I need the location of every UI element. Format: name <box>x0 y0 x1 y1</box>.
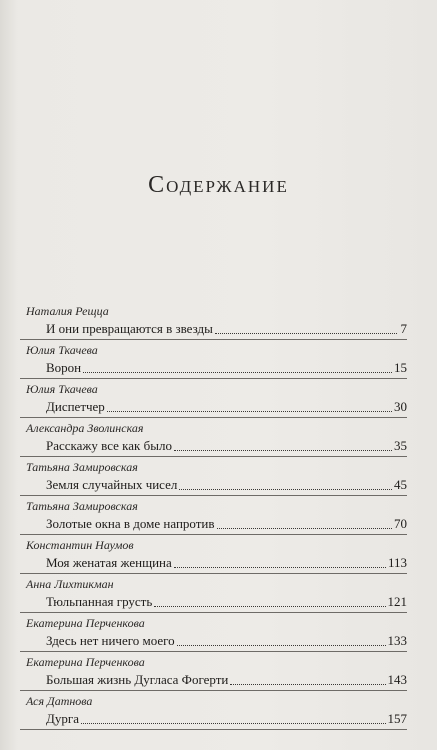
toc-author: Ася Датнова <box>26 694 93 708</box>
toc-work-title: И они превращаются в звезды <box>46 321 213 336</box>
toc-author: Анна Лихтикман <box>26 577 114 591</box>
dot-leader <box>83 371 392 373</box>
toc-line <box>20 321 407 340</box>
dot-leader <box>179 488 392 490</box>
dot-leader <box>177 644 386 646</box>
toc-work-title: Ворон <box>46 360 82 375</box>
toc-work-title: Большая жизнь Дугласа Фогерти <box>46 672 229 687</box>
toc-entry <box>20 499 407 538</box>
toc-line <box>20 516 407 535</box>
dot-leader <box>174 566 386 568</box>
toc-line <box>20 360 407 379</box>
toc-author: Татьяна Замировская <box>26 499 138 513</box>
toc-line <box>20 672 407 691</box>
toc-entry <box>20 655 407 694</box>
toc-entry <box>20 421 407 460</box>
toc-entry <box>20 460 407 499</box>
toc-page-number: 143 <box>387 672 407 687</box>
toc-page-number: 133 <box>387 633 407 648</box>
toc-page-number: 35 <box>394 438 407 453</box>
toc-work-title: Моя женатая женщина <box>46 555 172 570</box>
table-of-contents <box>20 304 407 733</box>
toc-entry <box>20 343 407 382</box>
toc-page-number: 45 <box>394 477 407 492</box>
toc-work-title: Диспетчер <box>46 399 105 414</box>
dot-leader <box>230 683 385 685</box>
toc-line <box>20 477 407 496</box>
toc-work-title: Здесь нет ничего моего <box>46 633 175 648</box>
toc-author: Екатерина Перченкова <box>26 655 145 669</box>
toc-work-title: Золотые окна в доме напротив <box>46 516 215 531</box>
toc-author: Татьяна Замировская <box>26 460 138 474</box>
toc-line <box>20 438 407 457</box>
toc-page-number: 70 <box>394 516 407 531</box>
toc-page-number: 7 <box>400 321 407 336</box>
dot-leader <box>215 332 397 334</box>
toc-entry <box>20 577 407 616</box>
toc-line <box>20 594 407 613</box>
toc-author: Юлия Ткачева <box>26 343 98 357</box>
toc-entry <box>20 694 407 733</box>
toc-page-number: 113 <box>387 555 407 570</box>
toc-page-number: 121 <box>387 594 407 609</box>
toc-line <box>20 399 407 418</box>
toc-line <box>20 555 407 574</box>
toc-author: Екатерина Перченкова <box>26 616 145 630</box>
toc-entry <box>20 304 407 343</box>
toc-author: Наталия Рещца <box>26 304 109 318</box>
toc-page-number: 15 <box>394 360 407 375</box>
dot-leader <box>154 605 385 607</box>
toc-work-title: Земля случайных чисел <box>46 477 178 492</box>
toc-author: Александра Зволинская <box>26 421 144 435</box>
page-title: Содержание <box>148 172 289 198</box>
toc-line <box>20 633 407 652</box>
toc-work-title: Расскажу все как было <box>46 438 172 453</box>
dot-leader <box>107 410 392 412</box>
dot-leader <box>174 449 392 451</box>
dot-leader <box>81 722 386 724</box>
toc-author: Юлия Ткачева <box>26 382 98 396</box>
toc-entry <box>20 382 407 421</box>
toc-work-title: Тюльпанная грусть <box>46 594 153 609</box>
toc-line <box>20 711 407 730</box>
toc-author: Константин Наумов <box>26 538 134 552</box>
toc-entry <box>20 616 407 655</box>
toc-entry <box>20 538 407 577</box>
toc-page-number: 30 <box>394 399 407 414</box>
toc-work-title: Дурга <box>46 711 79 726</box>
dot-leader <box>217 527 392 529</box>
toc-page-number: 157 <box>387 711 407 726</box>
